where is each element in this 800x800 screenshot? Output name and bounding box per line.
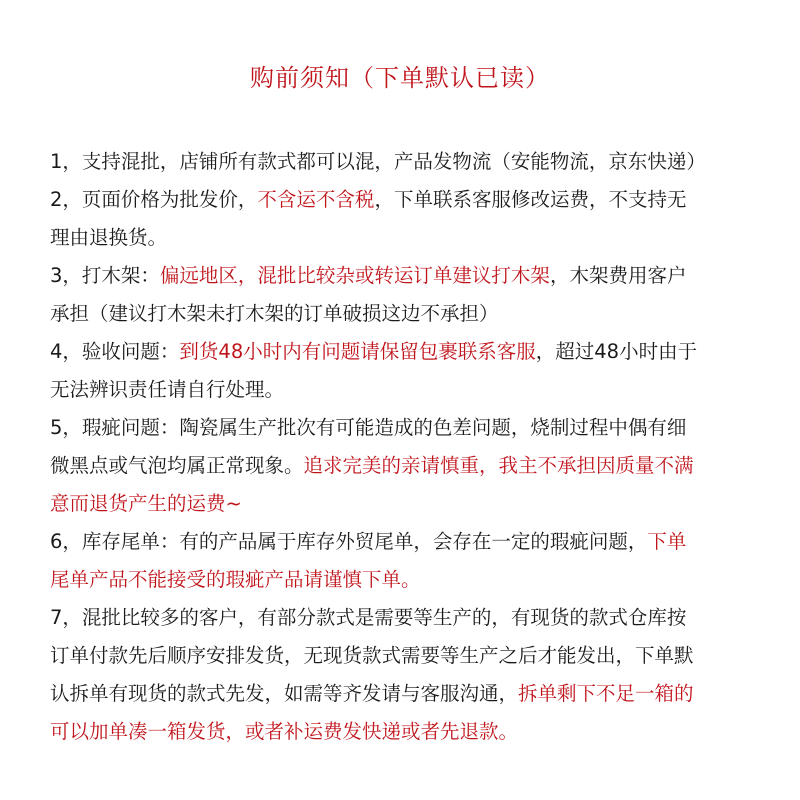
note-line [50, 295, 760, 333]
note-text: 微黑点或气泡均属正常现象。 [50, 454, 304, 477]
note-highlight-text: 到货48小时内有问题请保留包裹联系客服 [179, 340, 536, 363]
note-text: 订单付款先后顺序安排发货，无现货款式需要等生产之后才能发出，下单默 [50, 644, 694, 667]
note-highlight-text: 可以加单凑一箱发货，或者补运费发快递或者先退款。 [50, 720, 519, 743]
note-highlight-text: 拆单剩下不足一箱的 [518, 682, 694, 705]
note-text: 6，库存尾单：有的产品属于库存外贸尾单，会存在一定的瑕疵问题， [50, 530, 648, 553]
note-text: 承担（建议打木架未打木架的订单破损这边不承担） [50, 302, 499, 325]
note-text: 5，瑕疵问题：陶瓷属生产批次有可能造成的色差问题，烧制过程中偶有细 [50, 416, 687, 439]
note-line [50, 257, 760, 295]
note-text: 3，打木架： [50, 264, 160, 287]
note-line [50, 523, 760, 561]
note-line [50, 485, 760, 523]
note-text: 理由退换货。 [50, 226, 168, 249]
note-highlight-text: 意而退货产生的运费~ [50, 492, 242, 515]
note-line [50, 333, 760, 371]
note-highlight-text: 尾单产品不能接受的瑕疵产品请谨慎下单。 [50, 568, 421, 591]
note-text: 认拆单有现货的款式先发，如需等齐发请与客服沟通， [50, 682, 519, 705]
note-line [50, 675, 760, 713]
note-text: ，木架费用客户 [549, 264, 687, 287]
note-line [50, 713, 760, 751]
note-line [50, 599, 760, 637]
note-line [50, 637, 760, 675]
note-highlight-text: 追求完美的亲请慎重，我主不承担因质量不满 [303, 454, 694, 477]
note-text: ，下单联系客服修改运费，不支持无 [374, 188, 687, 211]
note-highlight-text: 下单 [647, 530, 687, 553]
note-text: ，超过48小时由于 [535, 340, 698, 363]
note-text: 4，验收问题： [50, 340, 180, 363]
note-line [50, 143, 760, 181]
note-highlight-text: 不含运不含税 [257, 188, 375, 211]
note-line [50, 181, 760, 219]
note-text: 1，支持混批，店铺所有款式都可以混，产品发物流（安能物流，京东快递） [50, 150, 706, 173]
note-line [50, 447, 760, 485]
note-line [50, 409, 760, 447]
note-line [50, 371, 760, 409]
note-line [50, 561, 760, 599]
purchase-notes [50, 143, 760, 751]
note-line [50, 219, 760, 257]
note-text: 2，页面价格为批发价， [50, 188, 258, 211]
page-title: 购前须知（下单默认已读） [250, 64, 550, 92]
note-highlight-text: 偏远地区，混批比较杂或转运订单建议打木架 [159, 264, 550, 287]
note-text: 7，混批比较多的客户，有部分款式是需要等生产的，有现货的款式仓库按 [50, 606, 687, 629]
note-text: 无法辨识责任请自行处理。 [50, 378, 285, 401]
